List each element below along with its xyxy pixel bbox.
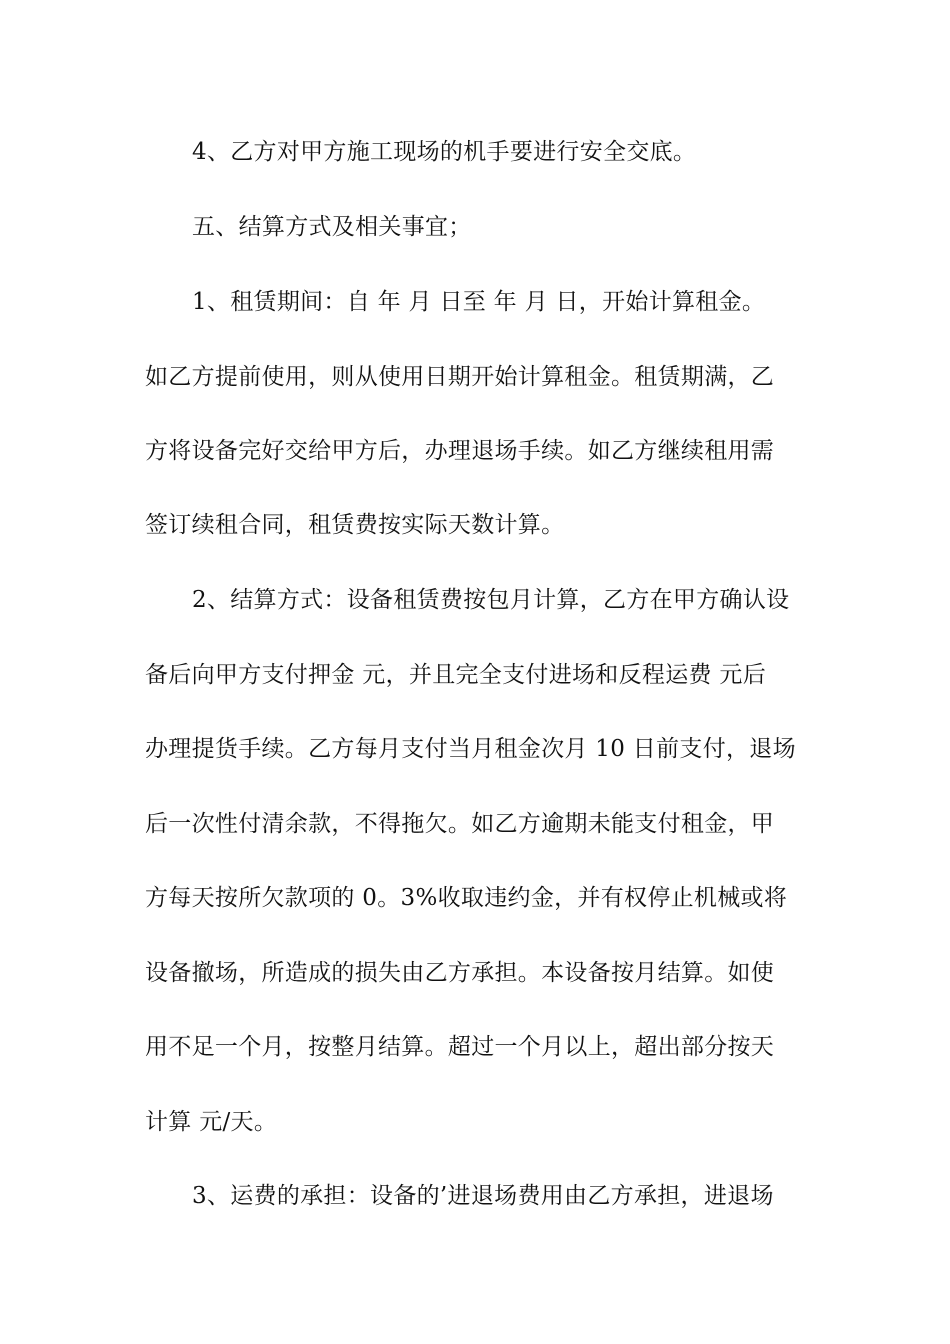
paragraph-settlement-line-8: 计算 元/天。	[145, 1109, 278, 1135]
paragraph-lease-period-line-1: 1、租赁期间：自 年 月 日至 年 月 日，开始计算租金。	[192, 289, 766, 315]
paragraph-lease-period-line-3: 方将设备完好交给甲方后，办理退场手续。如乙方继续租用需	[145, 438, 775, 464]
paragraph-settlement-line-5: 方每天按所欠款项的 0。3%收取违约金，并有权停止机械或将	[145, 885, 788, 911]
paragraph-settlement-line-7: 用不足一个月，按整月结算。超过一个月以上，超出部分按天	[145, 1034, 775, 1060]
paragraph-settlement-line-2: 备后向甲方支付押金 元，并且完全支付进场和反程运费 元后	[145, 662, 767, 688]
paragraph-settlement-line-1: 2、结算方式：设备租赁费按包月计算，乙方在甲方确认设	[192, 587, 790, 613]
paragraph-lease-period-line-2: 如乙方提前使用，则从使用日期开始计算租金。租赁期满，乙	[145, 364, 775, 390]
paragraph-settlement-line-3: 办理提货手续。乙方每月支付当月租金次月 10 日前支付，退场	[145, 736, 796, 762]
section-heading-five: 五、结算方式及相关事宜；	[192, 214, 472, 240]
paragraph-freight-line-1: 3、运费的承担：设备的’进退场费用由乙方承担，进退场	[192, 1183, 774, 1209]
paragraph-settlement-line-6: 设备撤场，所造成的损失由乙方承担。本设备按月结算。如使	[145, 960, 775, 986]
paragraph-item-4-line: 4、乙方对甲方施工现场的机手要进行安全交底。	[192, 139, 697, 165]
paragraph-settlement-line-4: 后一次性付清余款，不得拖欠。如乙方逾期未能支付租金，甲	[145, 811, 775, 837]
paragraph-lease-period-line-4: 签订续租合同，租赁费按实际天数计算。	[145, 512, 565, 538]
